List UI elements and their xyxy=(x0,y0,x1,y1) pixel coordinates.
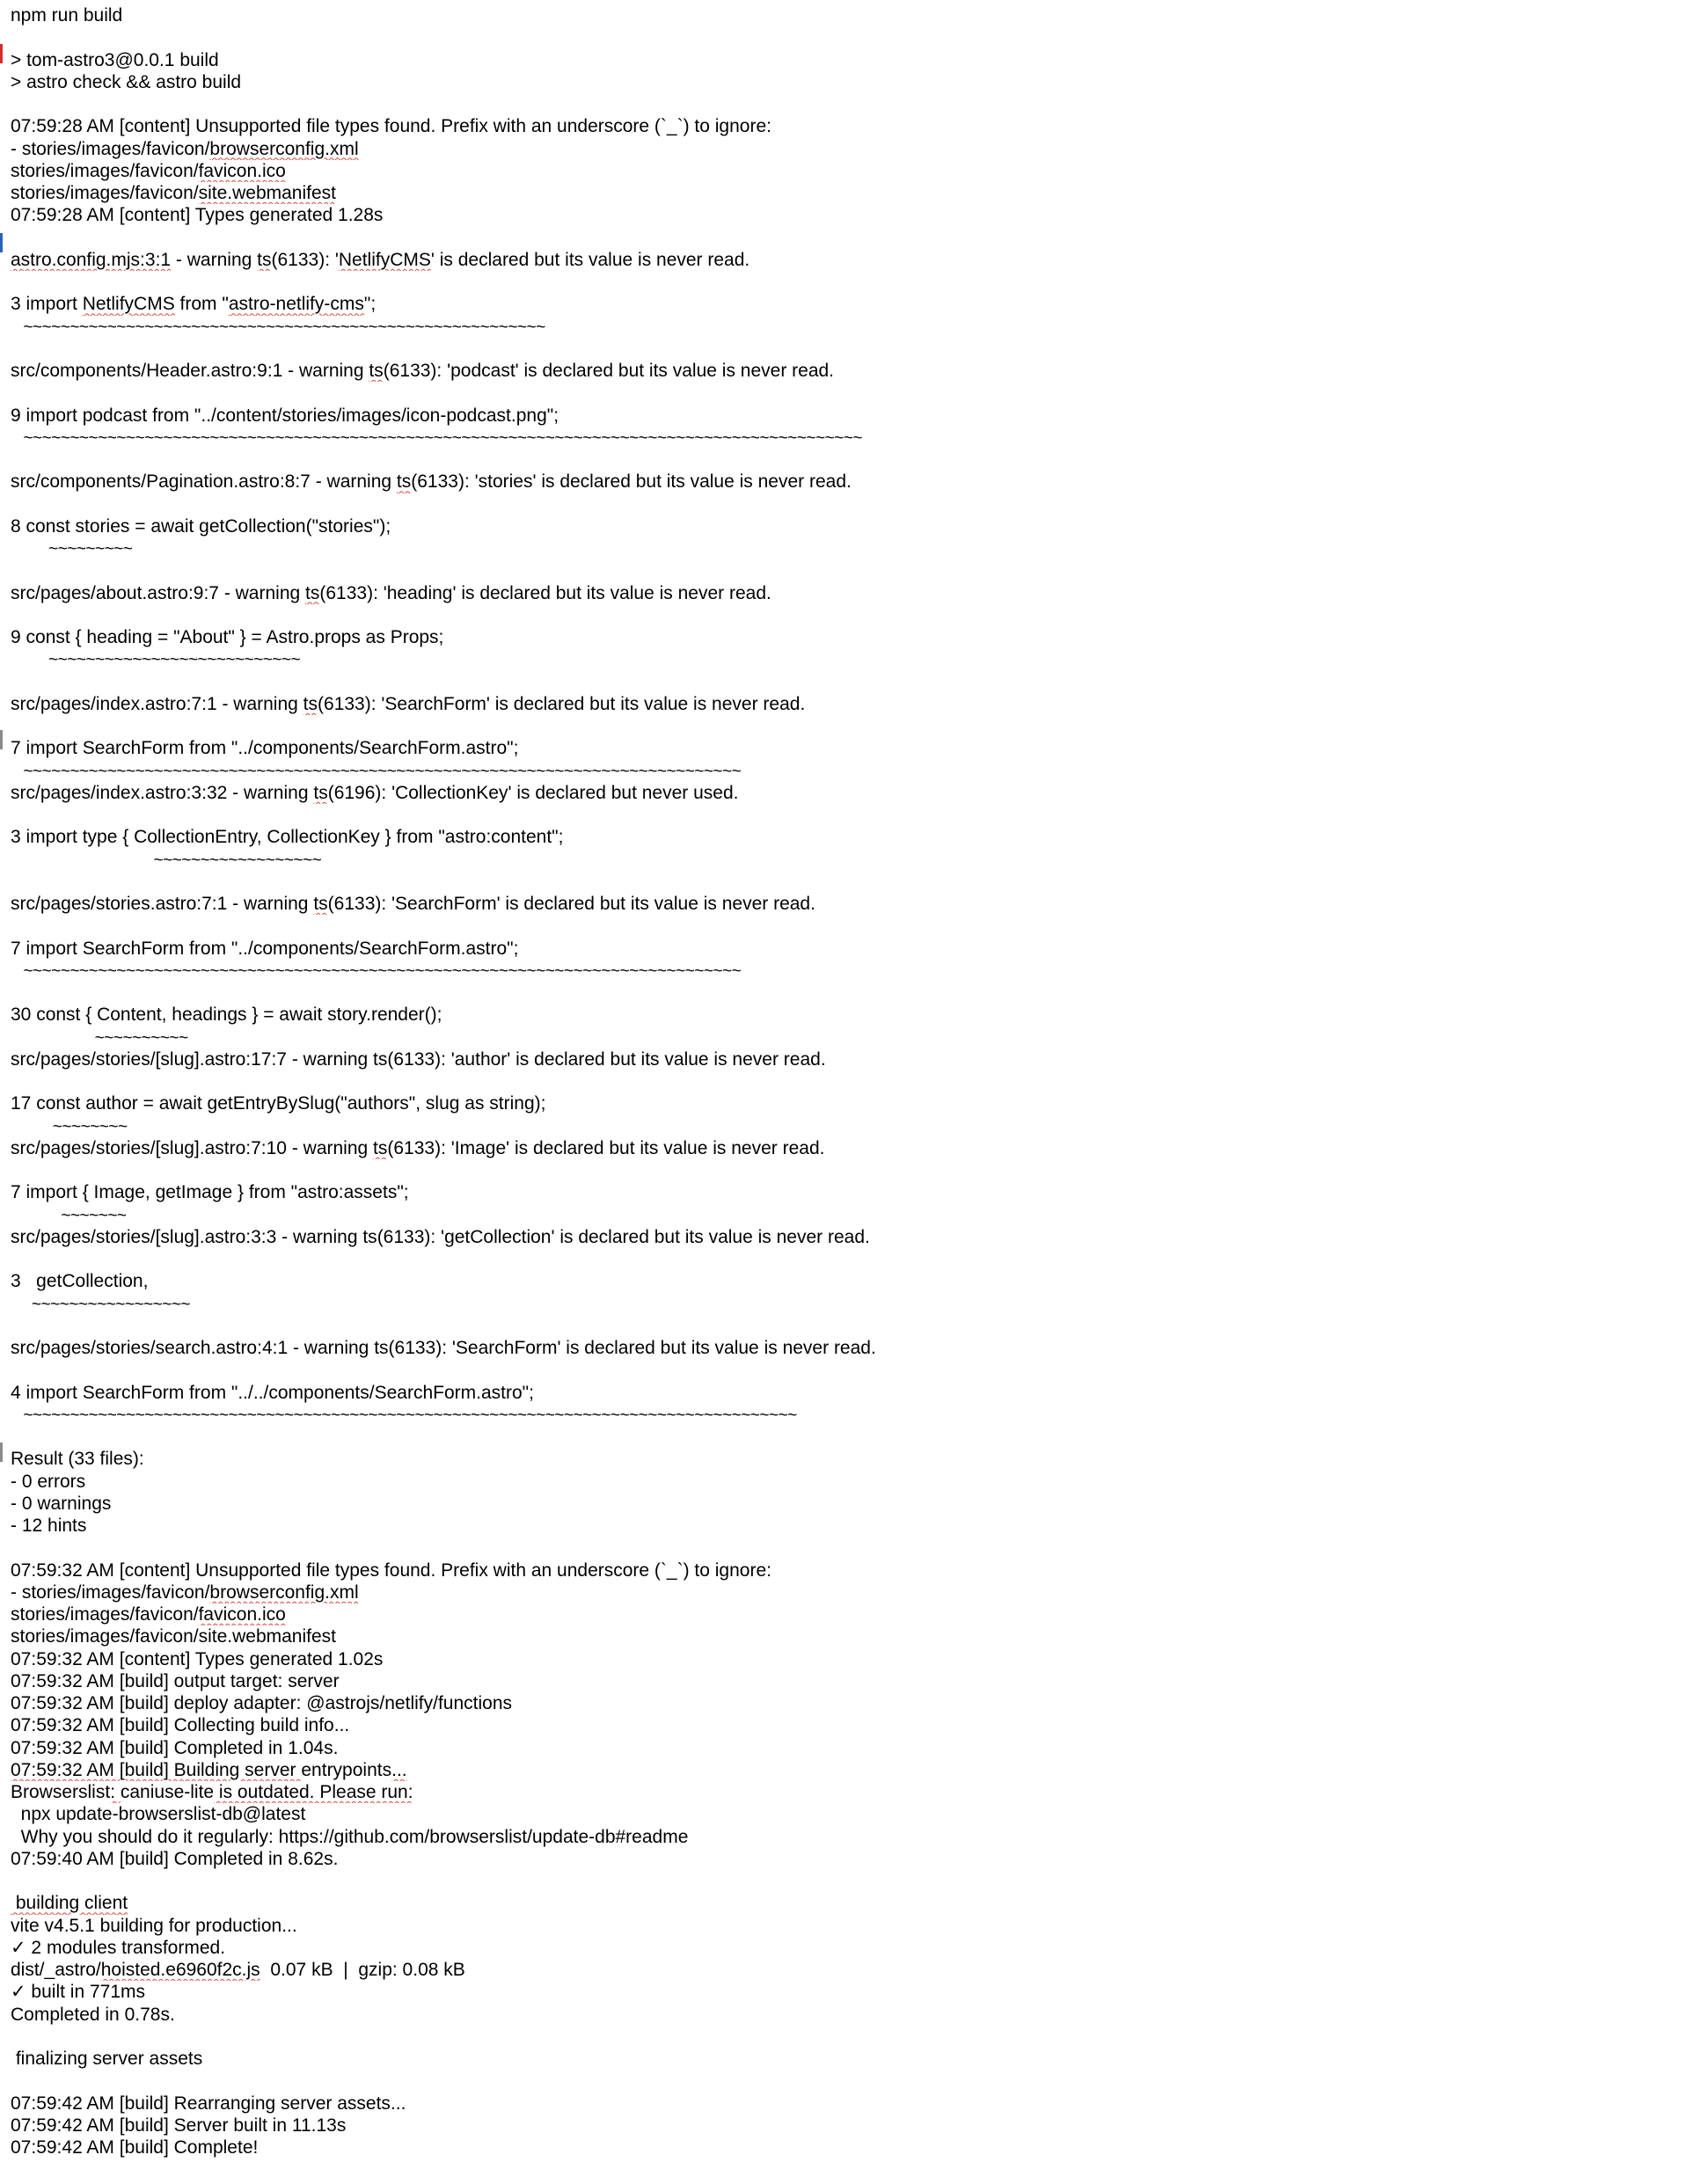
log-line xyxy=(11,1625,1673,1647)
log-text: src/components/Pagination.astro:8:7 - warning xyxy=(11,471,397,493)
edge-marker-red xyxy=(0,44,3,63)
log-line xyxy=(11,93,1673,115)
spellcheck-flagged-text: browserconfig.xml xyxy=(209,1581,359,1603)
log-line xyxy=(11,849,1673,871)
log-line xyxy=(11,1004,1673,1026)
log-text: stories/images/favicon/ xyxy=(11,183,199,203)
log-text: 7 import { Image, getImage } from "astro:assets"; xyxy=(11,1182,409,1203)
log-line xyxy=(11,1404,1673,1426)
log-line xyxy=(11,4,1673,26)
log-line xyxy=(11,1714,1673,1736)
log-line xyxy=(11,1026,1673,1048)
log-text: 7 import SearchForm from "../components/SearchForm.astro"; xyxy=(11,938,519,959)
log-line xyxy=(11,49,1673,71)
log-text: ts xyxy=(373,1048,388,1070)
log-text xyxy=(11,1804,21,1824)
log-line xyxy=(11,493,1673,515)
log-line xyxy=(11,1048,1673,1070)
log-text: "; xyxy=(363,294,377,315)
log-text: - warning xyxy=(171,249,258,270)
log-text: 7 import SearchForm from "../components/SearchForm.astro"; xyxy=(11,738,519,759)
log-line xyxy=(11,115,1673,137)
edge-marker-gray xyxy=(0,730,3,749)
log-line xyxy=(11,1359,1673,1381)
log-line xyxy=(11,316,1673,338)
log-line xyxy=(11,537,1673,559)
spellcheck-flagged-text: ts xyxy=(303,693,318,714)
log-line xyxy=(11,1226,1673,1248)
edge-marker-blue xyxy=(0,233,3,252)
log-line xyxy=(11,1937,1673,1959)
spellcheck-flagged-text: site.webmanifest xyxy=(198,183,336,203)
log-text: (6196): 'CollectionKey' is declared but never used. xyxy=(327,782,739,803)
log-line xyxy=(11,938,1673,960)
log-line xyxy=(11,227,1673,249)
log-text: (6133): 'author' is declared but its value is never read. xyxy=(387,1048,826,1070)
log-line xyxy=(11,782,1673,804)
log-text: stories/images/favicon/ xyxy=(11,1626,199,1647)
log-text: - 12 hints xyxy=(11,1516,87,1536)
log-text: ~~~~~~~~~ xyxy=(11,540,133,559)
log-text: vite xyxy=(11,1915,40,1936)
log-text: update-browserslist-db@latest xyxy=(55,1804,306,1825)
spellcheck-flagged-text: favicon.ico xyxy=(198,160,286,181)
log-text: 3 import type { CollectionEntry, CollectionKey } from "astro:content"; xyxy=(11,827,564,848)
log-line xyxy=(11,249,1673,271)
log-line xyxy=(11,382,1673,404)
log-line xyxy=(11,449,1673,471)
log-text: 4 import SearchForm from "../../components/SearchForm.astro"; xyxy=(11,1382,534,1403)
log-text: ' is declared but its value is never read. xyxy=(430,249,750,270)
log-line xyxy=(11,760,1673,782)
log-line xyxy=(11,71,1673,93)
spellcheck-flagged-text: ts xyxy=(313,782,328,803)
log-text: entrypoints xyxy=(301,1759,392,1780)
log-text: (6133): 'getCollection' is declared but its value is never read. xyxy=(377,1226,870,1247)
log-text: ~~~~~~~~ xyxy=(11,1117,128,1136)
log-line xyxy=(11,1515,1673,1537)
log-line xyxy=(11,360,1673,382)
log-text: finalizing server assets xyxy=(11,2049,203,2069)
log-line xyxy=(11,915,1673,937)
spellcheck-flagged-text: browserconfig.xml xyxy=(209,138,359,159)
log-line xyxy=(11,871,1673,893)
terminal-log xyxy=(11,4,1673,2158)
spellcheck-flagged-text: favicon.ico xyxy=(198,1604,286,1625)
log-text: ts xyxy=(362,1226,377,1247)
log-line xyxy=(11,2093,1673,2115)
spellcheck-flagged-text: astro-netlify-cms xyxy=(228,294,364,315)
log-line xyxy=(11,693,1673,715)
log-text: npm run build xyxy=(11,5,123,26)
log-text: (6133): 'heading' is declared but its value is never read. xyxy=(319,582,771,603)
log-text: (6133): 'SearchForm' is declared but its value is never read. xyxy=(327,894,815,914)
log-text: 07:59:42 AM [build] Server built in 11.13s xyxy=(11,2115,347,2136)
log-line xyxy=(11,1870,1673,1892)
log-text: stories/images/favicon/ xyxy=(11,160,199,181)
log-line xyxy=(11,1559,1673,1581)
log-line xyxy=(11,1915,1673,1937)
log-line xyxy=(11,427,1673,449)
log-line xyxy=(11,1471,1673,1493)
log-text: - stories/images/favicon/ xyxy=(11,1581,210,1603)
log-line xyxy=(11,715,1673,737)
log-text: src/pages/index.astro:3:32 - warning xyxy=(11,782,314,803)
log-text: (6133): ' xyxy=(271,249,339,270)
spellcheck-flagged-text: ts xyxy=(313,894,328,914)
log-line xyxy=(11,338,1673,360)
log-line xyxy=(11,1826,1673,1848)
log-line xyxy=(11,1692,1673,1714)
log-line xyxy=(11,804,1673,826)
log-text: 07:59:42 AM [build] Complete! xyxy=(11,2137,259,2158)
spellcheck-flagged-text: NetlifyCMS xyxy=(82,294,175,315)
log-line xyxy=(11,293,1673,315)
log-text: src/pages/stories/[slug].astro:7:10 - warning xyxy=(11,1137,374,1158)
log-text: npx xyxy=(20,1804,51,1825)
log-text: Completed in 0.78s. xyxy=(11,2004,175,2025)
log-line xyxy=(11,138,1673,160)
log-line xyxy=(11,1670,1673,1692)
log-text: dist/_astro/ xyxy=(11,1960,101,1980)
log-text: ~~~~~~~~~~~~~~~~~~~~~~~~~~~~~~~~~~~~~~~~~~~~~~~~~~~~~~~~~~~~~~~~~~~~~~~~~~~~~ xyxy=(11,961,742,981)
log-text: - 0 warnings xyxy=(11,1493,112,1514)
log-text: v4.5.1 building for production... xyxy=(39,1915,297,1936)
edge-marker-gray xyxy=(0,1443,3,1462)
log-text: ~~~~~~~~~~~~~~~~~~~~~~~~~~~~~~~~~~~~~~~~~~~~~~~~~~~~~~~~~~~~~~~~~~~~~~~~~~~~~~~~~~~ xyxy=(11,1406,797,1425)
log-line xyxy=(11,826,1673,848)
log-line xyxy=(11,648,1673,670)
log-text: 07:59:32 AM [build] Collecting build info... xyxy=(11,1715,350,1736)
log-line xyxy=(11,960,1673,982)
log-line xyxy=(11,2048,1673,2070)
log-text: src/pages/index.astro:7:1 - warning xyxy=(11,693,303,714)
log-text: Browserslist xyxy=(11,1782,111,1802)
log-text: 3 import xyxy=(11,294,83,315)
log-text: 07:59:40 AM [build] Completed in 8.62s. xyxy=(11,1848,339,1869)
log-text: 17 const author = await getEntryBySlug("authors", slug as string); xyxy=(11,1093,546,1114)
log-line xyxy=(11,1581,1673,1603)
log-text: /functions xyxy=(433,1693,512,1713)
log-text: ~~~~~~~~~~~~~~~~~ xyxy=(11,1295,191,1314)
spellcheck-flagged-text: ts xyxy=(305,582,320,603)
log-text: src/pages/stories/search.astro:4:1 - warning xyxy=(11,1338,375,1358)
log-text: Why you should do it regularly: https://github.com/browserslist/update-db#readme xyxy=(11,1826,689,1847)
log-line xyxy=(11,1537,1673,1559)
log-text: ~~~~~~~~~~~~~~~~~~~~~~~~~~~ xyxy=(11,651,301,670)
log-line xyxy=(11,1493,1673,1515)
log-text: src/components/Header.astro:9:1 - warning xyxy=(11,361,369,381)
log-line xyxy=(11,2070,1673,2092)
left-edge xyxy=(0,0,3,2184)
log-line xyxy=(11,604,1673,626)
log-text: ✓ 2 modules transformed. xyxy=(11,1937,226,1958)
log-line xyxy=(11,1426,1673,1448)
log-text: 07:59:32 AM [build] deploy adapter: @astrojs/ xyxy=(11,1693,385,1713)
log-text: ts xyxy=(374,1338,389,1358)
log-text: src/pages/stories/[slug].astro:17:7 - warning xyxy=(11,1048,374,1070)
log-text: (6133): 'Image' is declared but its value is never read. xyxy=(387,1137,825,1158)
log-line xyxy=(11,1315,1673,1337)
log-text: ~~~~~~~~~~~~~~~~~~~~~~~~~~~~~~~~~~~~~~~~~~~~~~~~~~~~~~~~~~~~~~~~~~~~~~~~~~~~~ xyxy=(11,762,742,781)
log-text: > tom-astro3@0.0.1 build xyxy=(11,49,219,70)
log-text: (6133): 'stories' is declared but its value is never read. xyxy=(411,471,852,493)
log-text: 0.07 kB | gzip: 0.08 kB xyxy=(260,1960,465,1980)
log-line xyxy=(11,1248,1673,1270)
log-text: ~~~~~~~ xyxy=(11,1206,127,1225)
log-text: src/pages/stories.astro:7:1 - warning xyxy=(11,894,314,914)
log-text: 07:59:32 AM [content] Types generated 1.02s xyxy=(11,1648,384,1669)
log-text: ✓ built in 771ms xyxy=(11,1982,145,2003)
log-text: 07:59:32 AM [content] Unsupported file types found. Prefix with an underscore (`_`) to ignore: xyxy=(11,1559,771,1581)
log-text: (6133): 'SearchForm' is declared but its value is never read. xyxy=(388,1338,876,1358)
log-line xyxy=(11,1959,1673,1981)
log-line xyxy=(11,1137,1673,1159)
log-text: from " xyxy=(174,294,229,315)
spellcheck-flagged-text: NetlifyCMS xyxy=(338,249,431,270)
log-line xyxy=(11,2004,1673,2026)
log-line xyxy=(11,1648,1673,1670)
log-text: - stories/images/favicon/ xyxy=(11,138,210,159)
log-line xyxy=(11,1337,1673,1359)
log-text: 9 const { heading = "About" } = Astro.props as Props; xyxy=(11,627,444,647)
log-text: 30 const { Content, headings } = await story.render(); xyxy=(11,1004,442,1026)
log-line xyxy=(11,1070,1673,1092)
spellcheck-flagged-text: ts xyxy=(257,249,272,270)
log-line xyxy=(11,982,1673,1004)
log-line xyxy=(11,582,1673,604)
log-line xyxy=(11,1270,1673,1292)
log-line xyxy=(11,626,1673,648)
log-text: caniuse-lite xyxy=(120,1782,215,1802)
log-text: ~~~~~~~~~~~~~~~~~~~~~~~~~~~~~~~~~~~~~~~~~~~~~~~~~~~~~~~~~~~~~~~~~~~~~~~~~~~~~~~~~~~~~~~~~~ xyxy=(11,428,862,448)
log-line xyxy=(11,1159,1673,1181)
log-text: > astro check && astro build xyxy=(11,71,242,92)
log-text: 07:59:32 AM [build] output target: server xyxy=(11,1670,340,1691)
log-text: 07:59:28 AM [content] Types generated 1.28s xyxy=(11,205,384,226)
log-line xyxy=(11,26,1673,48)
log-text: 07:59:28 AM [content] Unsupported file types found. Prefix with an underscore (`_`) to ignore: xyxy=(11,116,771,137)
log-line xyxy=(11,1382,1673,1404)
spellcheck-flagged-text: : xyxy=(110,1782,121,1802)
log-text: - 0 errors xyxy=(11,1471,86,1492)
log-line xyxy=(11,1092,1673,1114)
log-line xyxy=(11,1293,1673,1315)
log-line xyxy=(11,204,1673,226)
log-text: 3 getCollection, xyxy=(11,1271,149,1292)
log-text: 07:59:42 AM [build] Rearranging server assets... xyxy=(11,2093,406,2114)
log-text: (6133): 'podcast' is declared but its value is never read. xyxy=(383,361,835,381)
log-line xyxy=(11,2026,1673,2048)
log-line xyxy=(11,515,1673,537)
spellcheck-flagged-text: building client xyxy=(11,1893,128,1914)
log-line xyxy=(11,559,1673,581)
log-text: 07:59:32 AM [build] Completed in 1.04s. xyxy=(11,1737,339,1758)
log-text: 8 const stories = await getCollection("stories"); xyxy=(11,515,391,537)
log-line xyxy=(11,1803,1673,1825)
log-text: src/pages/about.astro:9:7 - warning xyxy=(11,582,306,603)
spellcheck-flagged-text: ts xyxy=(373,1137,388,1158)
log-text: src/pages/stories/[slug].astro:3:3 - warning xyxy=(11,1226,363,1247)
log-line xyxy=(11,1781,1673,1803)
spellcheck-flagged-text: ts xyxy=(396,471,412,493)
log-text: stories/images/favicon/ xyxy=(11,1604,199,1625)
log-line xyxy=(11,405,1673,427)
log-line xyxy=(11,2137,1673,2158)
log-text: netlify xyxy=(384,1693,434,1713)
log-line xyxy=(11,893,1673,915)
log-line xyxy=(11,1759,1673,1781)
log-line xyxy=(11,671,1673,693)
log-text: ~~~~~~~~~~~~~~~~~~~~~~~~~~~~~~~~~~~~~~~~~~~~~~~~~~~~~~~~ xyxy=(11,318,545,337)
log-line xyxy=(11,1737,1673,1759)
log-text: (6133): 'SearchForm' is declared but its value is never read. xyxy=(318,693,806,714)
log-line xyxy=(11,2115,1673,2137)
spellcheck-flagged-text: ts xyxy=(369,361,384,381)
log-text: ~~~~~~~~~~ xyxy=(11,1028,188,1048)
spellcheck-flagged-text: is outdated. Please run: xyxy=(214,1782,413,1802)
log-text: Result (33 files): xyxy=(11,1449,144,1470)
log-line xyxy=(11,471,1673,493)
log-line xyxy=(11,1892,1673,1914)
log-line xyxy=(11,1848,1673,1870)
spellcheck-flagged-text: astro.config.mjs:3:1 xyxy=(11,249,172,270)
log-text: 9 import podcast from "../content/stories/images/icon-podcast.png"; xyxy=(11,405,559,426)
log-line xyxy=(11,182,1673,204)
log-line xyxy=(11,271,1673,293)
spellcheck-flagged-text: 07:59:32 AM [build] Building server xyxy=(11,1759,302,1780)
log-line xyxy=(11,1181,1673,1203)
log-line xyxy=(11,1115,1673,1137)
log-line xyxy=(11,160,1673,182)
log-text: ~~~~~~~~~~~~~~~~~~ xyxy=(11,851,322,870)
spellcheck-flagged-text: ... xyxy=(391,1759,407,1780)
log-line xyxy=(11,1204,1673,1226)
log-line xyxy=(11,737,1673,759)
log-line xyxy=(11,1981,1673,2003)
log-line xyxy=(11,1603,1673,1625)
log-text: site.webmanifest xyxy=(198,1626,336,1647)
spellcheck-flagged-text: hoisted.e6960f2c.js xyxy=(100,1960,260,1980)
log-line xyxy=(11,1448,1673,1470)
